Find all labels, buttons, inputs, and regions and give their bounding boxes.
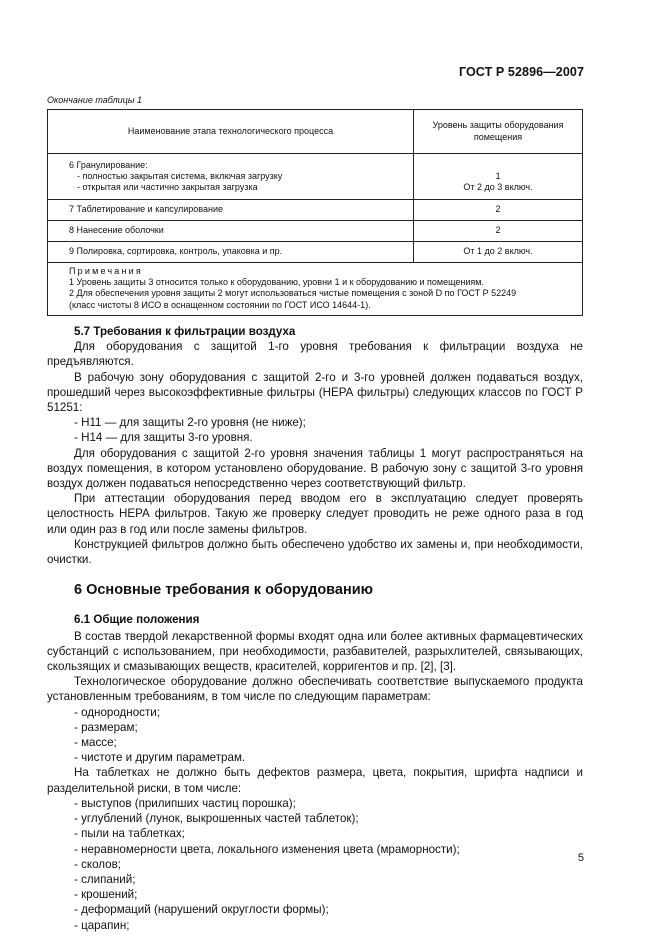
cell-line: - полностью закрытая система, включая загрузку bbox=[77, 170, 283, 181]
section-5-7-heading: 5.7 Требования к фильтрации воздуха bbox=[74, 325, 296, 338]
section-6-heading: 6 Основные требования к оборудованию bbox=[74, 582, 374, 599]
paragraph: Для оборудования с защитой 1-го уровня требования к фильтрации воздуха не предъявляются. bbox=[47, 340, 583, 369]
cell-line: 6 Гранулирование: bbox=[69, 159, 148, 170]
table-cell-stage: 7 Таблетирование и капсулирование bbox=[48, 200, 414, 221]
list-item: - деформаций (нарушений округлости формы); bbox=[74, 903, 329, 917]
list-item: - слипаний; bbox=[74, 872, 136, 886]
table-cell-level: 2 bbox=[414, 221, 583, 242]
list-item: - однородности; bbox=[74, 705, 160, 719]
table-header-stage: Наименование этапа технологического процесса bbox=[48, 110, 414, 154]
paragraph: На таблетках не должно быть дефектов размера, цвета, покрытия, шрифта надписи и разделительной риски, в том числе: bbox=[47, 766, 583, 795]
table-cell-level: 2 bbox=[414, 200, 583, 221]
list-item: - чистоте и другим параметрам. bbox=[74, 751, 246, 765]
table-header-level-line1: Уровень защиты оборудования bbox=[432, 120, 564, 131]
table-notes-row bbox=[48, 263, 583, 316]
table-1 bbox=[47, 109, 583, 316]
list-item: - Н11 — для защиты 2-го уровня (не ниже); bbox=[74, 416, 306, 430]
table-cell-level: От 1 до 2 включ. bbox=[414, 242, 583, 263]
paragraph: В состав твердой лекарственной формы входят одна или более активных фармацевтических субстанций с использованием, при необходимости, разбавителей, разрыхлителей, связывающих, скользящих и смазывающих веществ, красителей, корригентов и пр. [2], [3]. bbox=[47, 629, 583, 674]
main-text bbox=[47, 324, 583, 933]
list-item: - пыли на таблетках; bbox=[74, 827, 185, 841]
list-item: - крошений; bbox=[74, 888, 138, 902]
paragraph: В рабочую зону оборудования с защитой 2-го и 3-го уровней должен подаваться воздух, прошедший через высокоэффективные фильтры (НЕРА фильтры) следующих классов по ГОСТ Р 51251: bbox=[47, 370, 583, 415]
table-cell-stage bbox=[48, 154, 414, 200]
list-item: - углублений (лунок, выкрошенных частей таблеток); bbox=[74, 812, 359, 826]
cell-line bbox=[414, 160, 582, 171]
paragraph: Конструкцией фильтров должно быть обеспечено удобство их замены и, при необходимости, очистки. bbox=[47, 537, 583, 567]
paragraph: Технологическое оборудование должно обеспечивать соответствие выпускаемого продукта установленным требованиям, в том числе по следующим параметрам: bbox=[47, 675, 583, 704]
table-cell-stage: 9 Полировка, сортировка, контроль, упаковка и пр. bbox=[48, 242, 414, 263]
document-code: ГОСТ Р 52896—2007 bbox=[458, 65, 584, 79]
table-cell-stage: 8 Нанесение оболочки bbox=[48, 221, 414, 242]
paragraph: Для оборудования с защитой 2-го уровня значения таблицы 1 могут распространяться на воздух помещения, в котором установлено оборудование. В рабочую зону с защитой 3-го уровня воздух должен подаваться непосредственно через соответствующий фильтр. bbox=[47, 446, 583, 491]
table-row bbox=[48, 154, 583, 200]
list-item: - царапин; bbox=[74, 918, 130, 932]
table-row bbox=[48, 221, 583, 242]
list-item: - сколов; bbox=[74, 857, 121, 871]
table-row bbox=[48, 200, 583, 221]
list-item: - размерам; bbox=[74, 720, 138, 734]
table-header-level bbox=[414, 110, 583, 154]
page-number: 5 bbox=[577, 852, 584, 864]
cell-line: - открытая или частично закрытая загрузка bbox=[77, 182, 258, 193]
table-header-level-line2: помещения bbox=[473, 131, 523, 142]
table-notes bbox=[48, 263, 583, 316]
list-item: - массе; bbox=[74, 736, 117, 750]
list-item: - выступов (прилипших частиц порошка); bbox=[74, 796, 296, 810]
table-row bbox=[48, 242, 583, 263]
cell-line: От 2 до 3 включ. bbox=[463, 182, 533, 193]
table-caption: Окончание таблицы 1 bbox=[47, 95, 142, 105]
list-item: - неравномерности цвета, локального изменения цвета (мраморности); bbox=[74, 842, 460, 856]
list-item: - Н14 — для защиты 3-го уровня. bbox=[74, 431, 253, 445]
paragraph: При аттестации оборудования перед вводом его в эксплуатацию следует проверять целостность НЕРА фильтров. Такую же проверку следует проводить не реже одного раза в год или один раз в год или после замены фильтров. bbox=[47, 492, 583, 536]
notes-title: Примечания bbox=[69, 266, 143, 276]
note-item: 2 Для обеспечения уровня защиты 2 могут использоваться чистые помещения с зоной D по ГОСТ Р 52249 bbox=[69, 288, 517, 299]
note-item: (класс чистоты 8 ИСО в оснащенном состоянии по ГОСТ ИСО 14644-1). bbox=[69, 299, 371, 310]
cell-line: 1 bbox=[495, 170, 501, 181]
note-item: 1 Уровень защиты 3 относится только к оборудованию, уровни 1 и к оборудованию и помещениям. bbox=[69, 277, 484, 288]
section-6-1-heading: 6.1 Общие положения bbox=[74, 613, 200, 627]
table-cell-level bbox=[414, 154, 583, 200]
